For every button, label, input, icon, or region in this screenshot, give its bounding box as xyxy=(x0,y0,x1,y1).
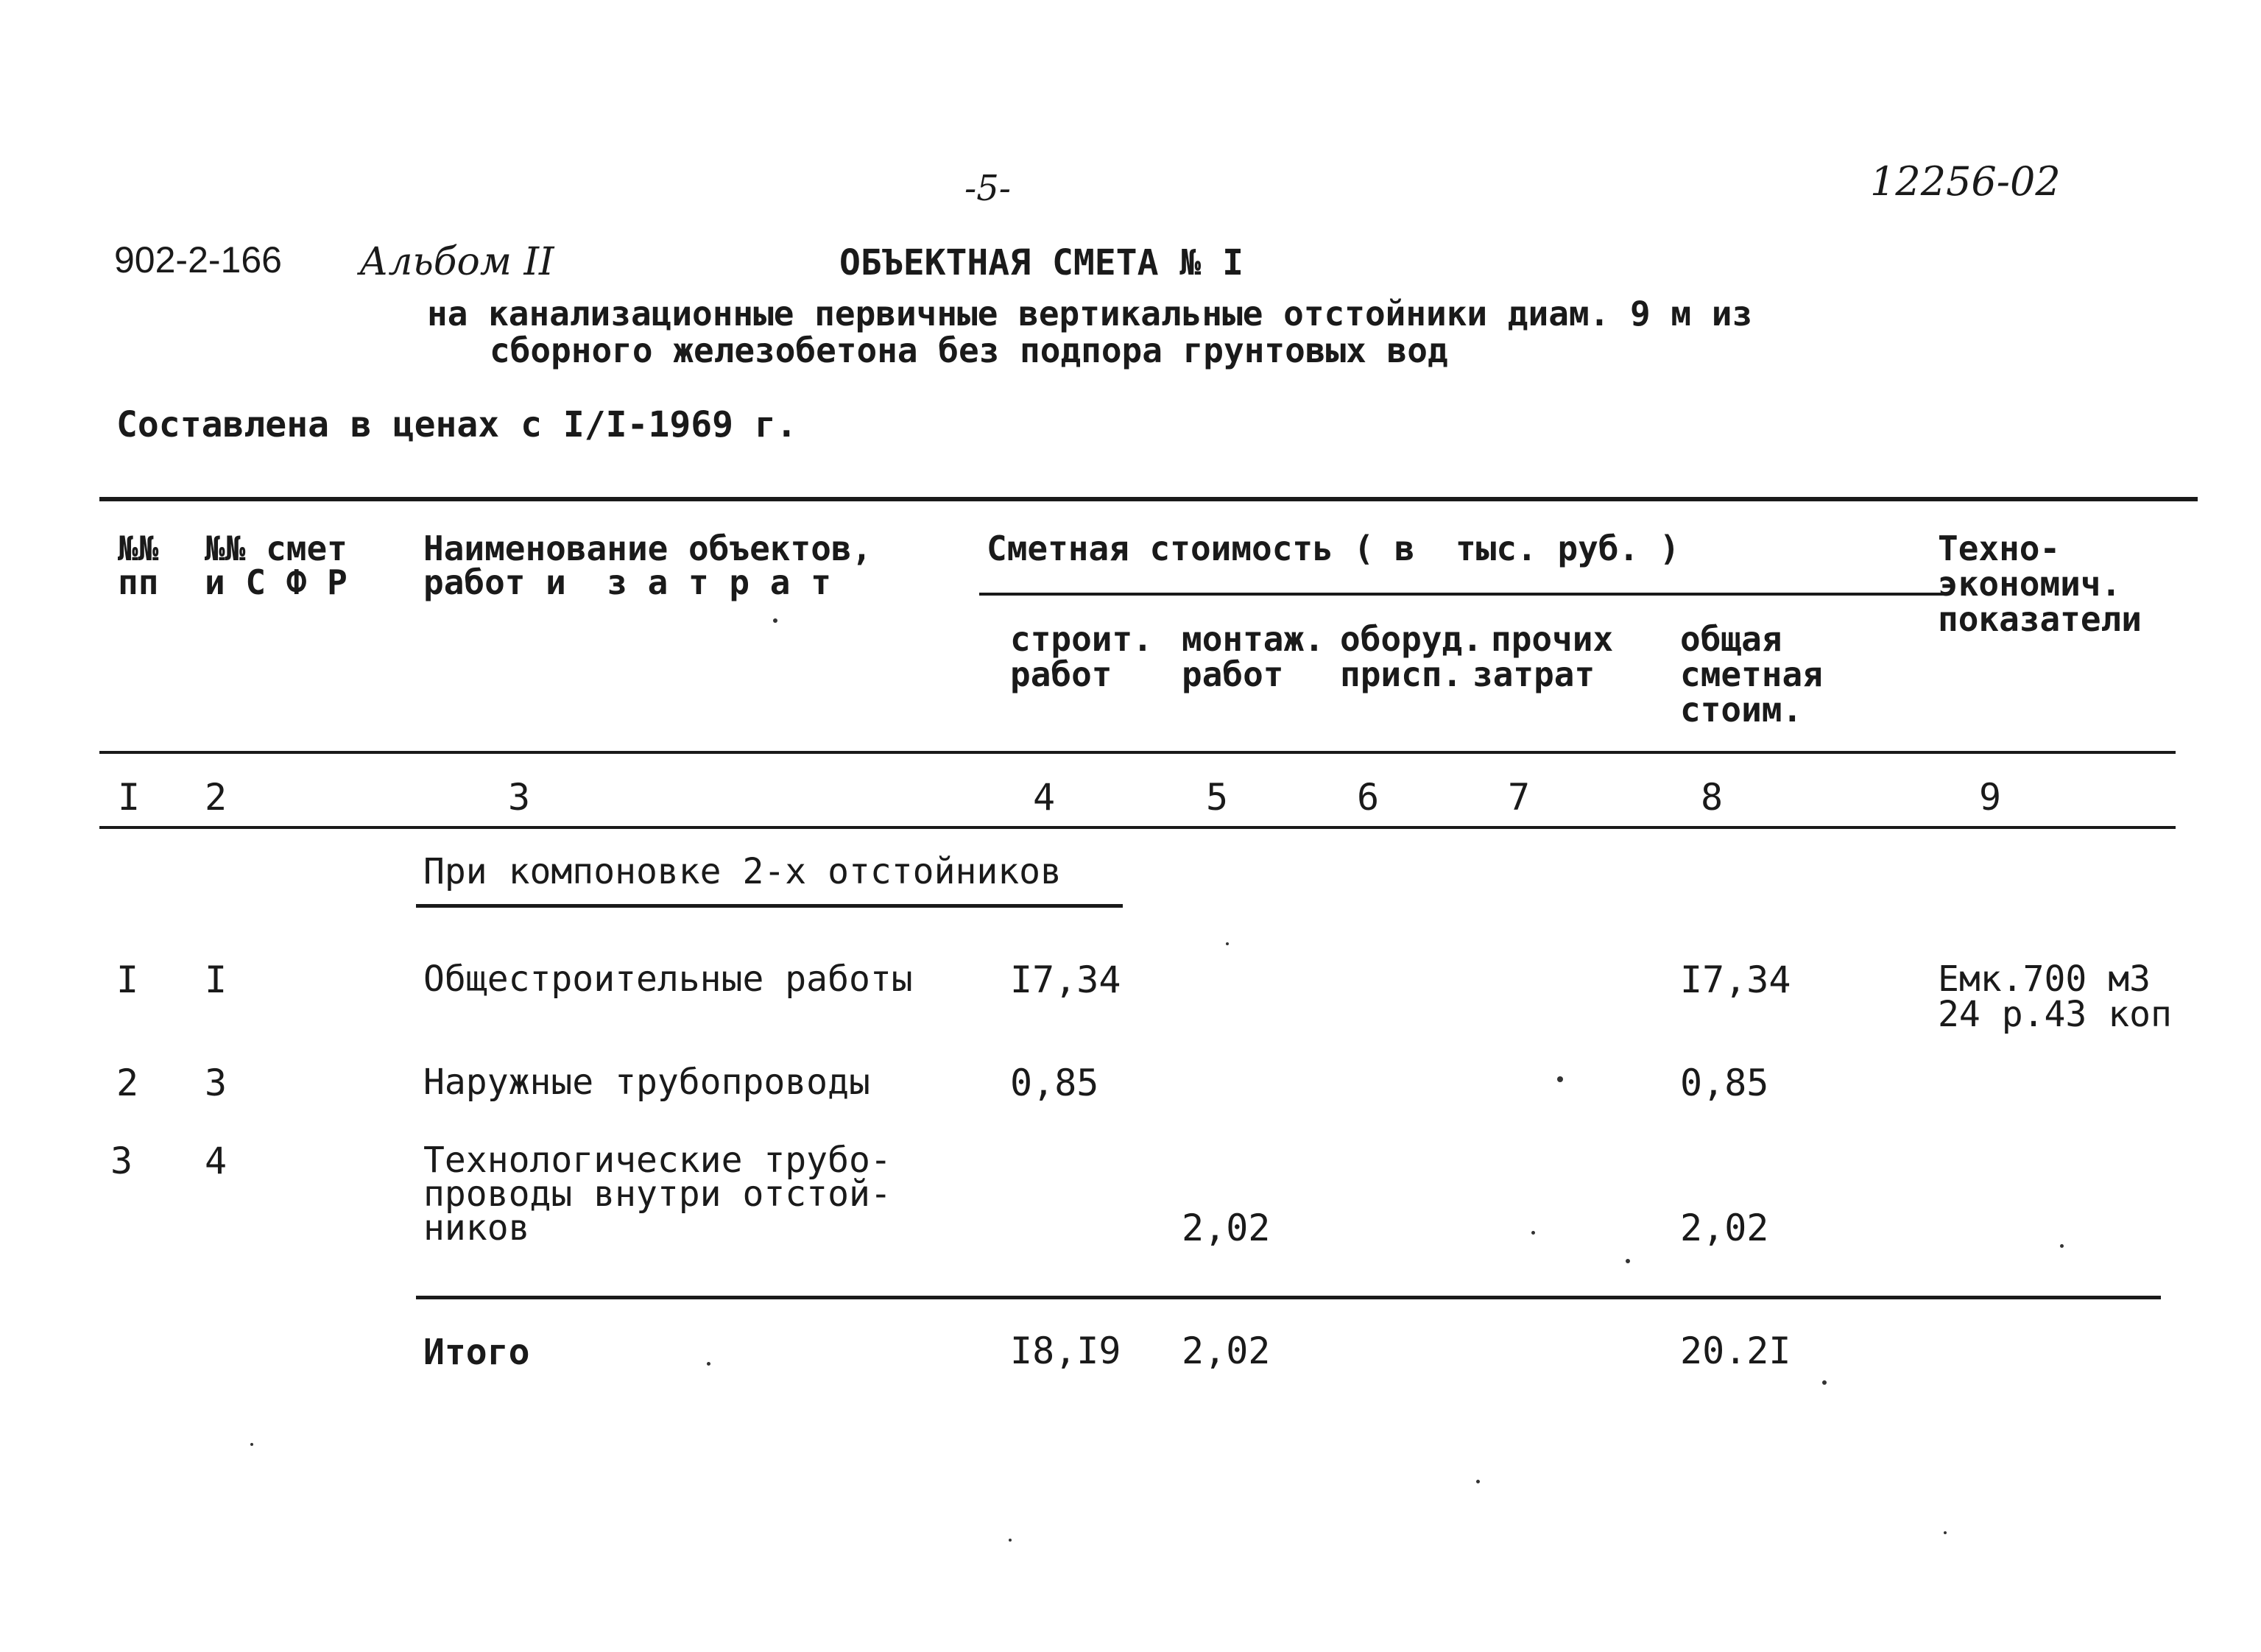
scan-speck xyxy=(1531,1231,1535,1235)
col-number: 4 xyxy=(1033,776,1056,819)
col8-header-line3: стоим. xyxy=(1680,690,1803,730)
totals-install-cost: 2,02 xyxy=(1182,1330,1271,1372)
scan-speck xyxy=(250,1443,253,1446)
prices-note: Составлена в ценах с I/I-1969 г. xyxy=(116,404,797,445)
totals-rule xyxy=(416,1296,2161,1299)
col-number: 8 xyxy=(1701,776,1724,819)
col8-header-line1: общая xyxy=(1680,619,1782,659)
col-number: 5 xyxy=(1206,776,1229,819)
row-build-cost: I7,34 xyxy=(1010,959,1121,1001)
col8-header-line2: сметная xyxy=(1680,654,1823,694)
col-number: 7 xyxy=(1508,776,1531,819)
col1-header-line1: №№ xyxy=(118,529,159,568)
col9-header-line1: Техно- xyxy=(1938,529,2061,568)
row-tech-line1: Емк.700 м3 xyxy=(1938,959,2151,1000)
table-top-rule xyxy=(99,497,2198,501)
col5-header-line1: монтаж. xyxy=(1182,619,1324,659)
totals-build-cost: I8,I9 xyxy=(1010,1330,1121,1372)
scan-speck xyxy=(1009,1539,1012,1542)
scan-speck xyxy=(1226,942,1229,945)
scan-speck xyxy=(1557,1076,1563,1082)
row-name: Наружные трубопроводы xyxy=(423,1062,870,1103)
row-name-line1: Технологические трубо- xyxy=(423,1140,892,1181)
cost-group-header: Сметная стоимость ( в тыс. руб. ) xyxy=(987,529,1680,568)
column-numbers-rule xyxy=(99,826,2176,829)
col-number: 6 xyxy=(1357,776,1380,819)
col-number: I xyxy=(118,776,141,819)
cost-group-rule xyxy=(979,593,1944,596)
scan-speck xyxy=(1822,1380,1827,1385)
scan-speck xyxy=(2060,1244,2064,1248)
row-pp: 2 xyxy=(116,1062,139,1104)
col9-header-line2: экономич. xyxy=(1938,564,2122,604)
row-total-cost: 0,85 xyxy=(1680,1062,1769,1104)
subtitle-line-1: на канализационные первичные вертикальные отстойники диам. 9 м из xyxy=(427,294,1753,333)
document-title: ОБЪЕКТНАЯ СМЕТА № I xyxy=(839,242,1244,283)
row-tech-line2: 24 р.43 коп xyxy=(1938,994,2172,1035)
album-label: Альбом II xyxy=(359,240,554,284)
col5-header-line2: работ xyxy=(1182,654,1284,694)
col7-header-line2: затрат xyxy=(1472,654,1595,694)
row-pp: I xyxy=(116,959,139,1001)
col3-header-line2: работ и з а т р а т xyxy=(423,562,831,602)
scan-speck xyxy=(1626,1259,1630,1263)
document-code: 12256-02 xyxy=(1870,158,2061,205)
col-number: 9 xyxy=(1979,776,2002,819)
row-smeta: I xyxy=(205,959,227,1001)
row-name-line2: проводы внутри отстой- xyxy=(423,1173,892,1215)
col4-header-line2: работ xyxy=(1010,654,1112,694)
totals-label: Итого xyxy=(423,1332,530,1373)
section-title: При компоновке 2-х отстойников xyxy=(423,851,1062,892)
section-underline xyxy=(416,904,1123,908)
col7-header-line1: прочих xyxy=(1491,619,1614,659)
page-number: -5- xyxy=(964,168,1011,209)
scan-speck xyxy=(773,618,777,623)
scan-speck xyxy=(1476,1480,1480,1483)
row-install-cost: 2,02 xyxy=(1182,1207,1271,1249)
row-total-cost: I7,34 xyxy=(1680,959,1791,1001)
row-name: Общестроительные работы xyxy=(423,959,913,1000)
col2-header-line1: №№ смет xyxy=(205,529,348,568)
col-number: 3 xyxy=(508,776,531,819)
row-pp: 3 xyxy=(110,1140,133,1182)
scan-speck xyxy=(707,1362,710,1366)
row-smeta: 3 xyxy=(205,1062,227,1104)
col-number: 2 xyxy=(205,776,227,819)
col3-header-line1: Наименование объектов, xyxy=(423,529,872,568)
row-name-line3: ников xyxy=(423,1207,530,1249)
row-build-cost: 0,85 xyxy=(1010,1062,1099,1104)
col6-header-line2: присп. xyxy=(1340,654,1463,694)
col9-header-line3: показатели xyxy=(1938,599,2142,639)
totals-total-cost: 20.2I xyxy=(1680,1330,1791,1372)
series-number: 902-2-166 xyxy=(114,239,282,280)
row-smeta: 4 xyxy=(205,1140,227,1182)
row-total-cost: 2,02 xyxy=(1680,1207,1769,1249)
col2-header-line2: и С Ф Р xyxy=(205,562,348,602)
subtitle-line-2: сборного железобетона без подпора грунтовых вод xyxy=(490,331,1448,370)
header-bottom-rule xyxy=(99,751,2176,754)
scan-speck xyxy=(1944,1531,1947,1534)
col6-header-line1: оборуд. xyxy=(1340,619,1483,659)
col1-header-line2: пп xyxy=(118,562,159,602)
col4-header-line1: строит. xyxy=(1010,619,1153,659)
